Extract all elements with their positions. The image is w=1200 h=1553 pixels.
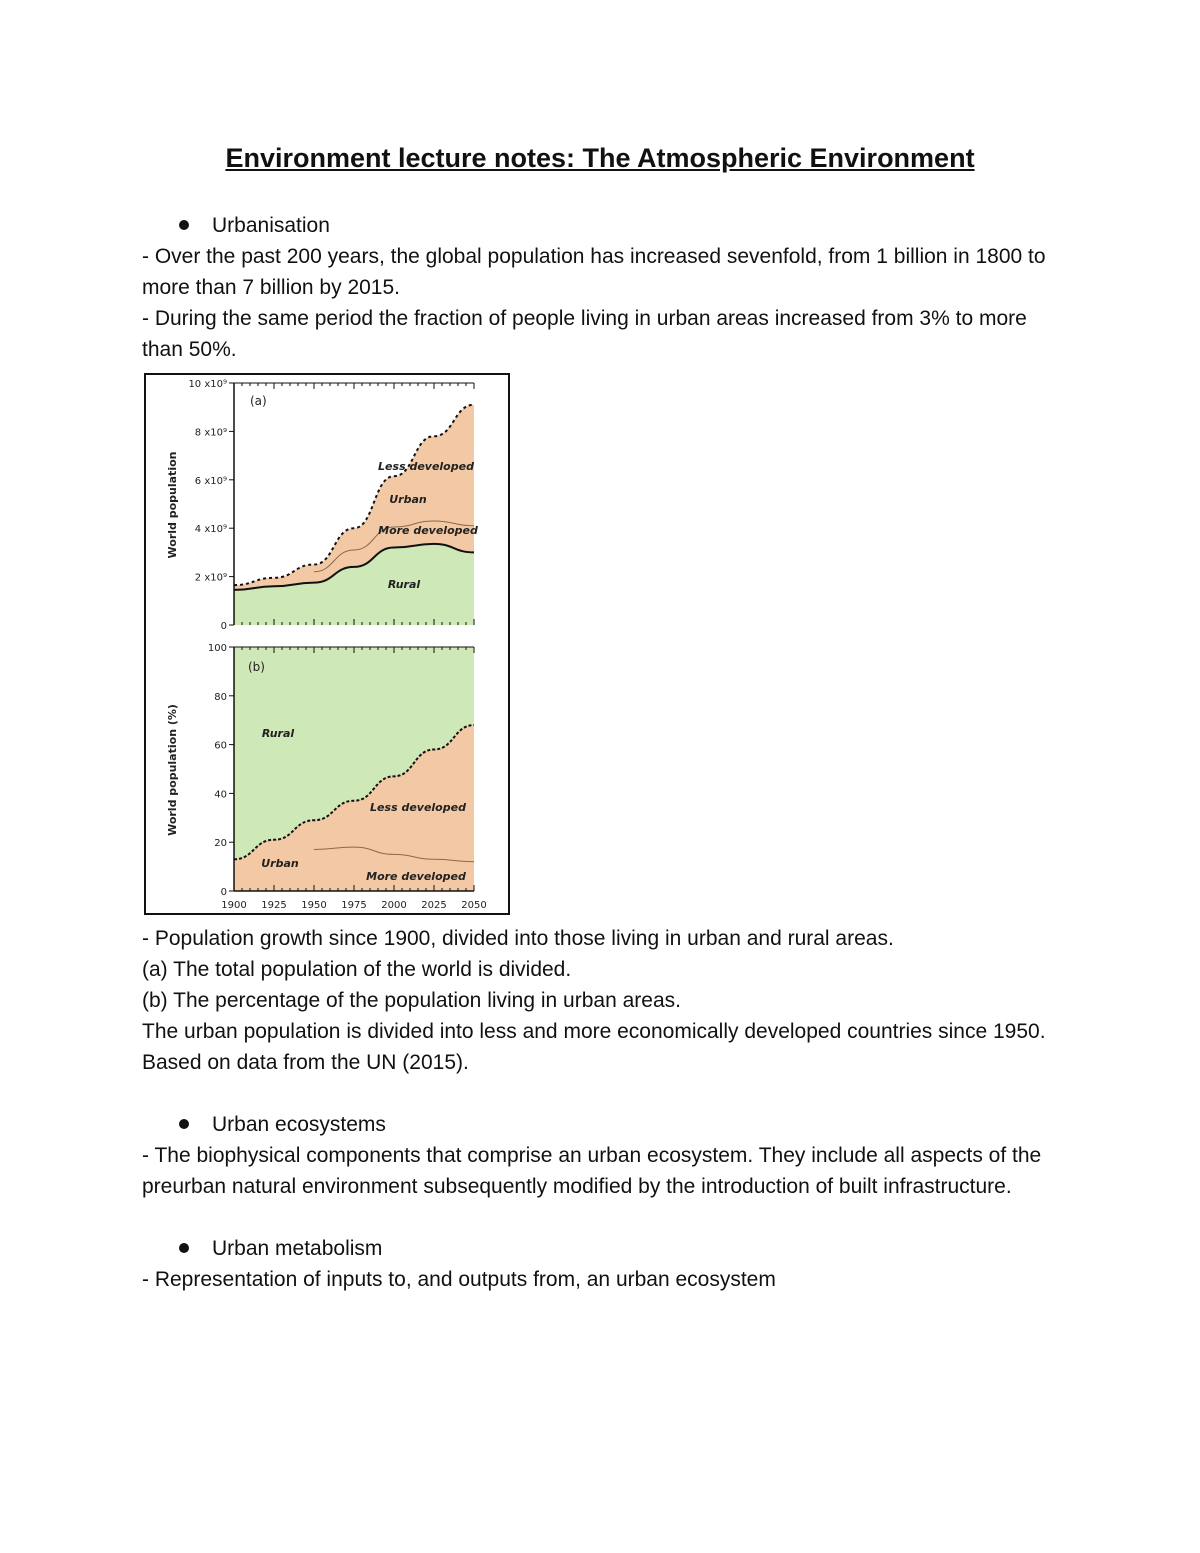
population-figure [144, 373, 510, 915]
panel-a-ytick-label: 4 x10⁹ [194, 524, 227, 536]
panel-b-xtick-label: 1950 [301, 900, 327, 911]
panel-b-ytick-label: 80 [214, 691, 227, 703]
panel-a-ytick-label: 0 [220, 621, 227, 632]
figure-caption-line-2: (a) The total population of the world is divided. [142, 958, 572, 981]
panel-a-ytick-label: 8 x10⁹ [194, 427, 227, 439]
panel-b-xtick-label: 1900 [221, 900, 247, 911]
bullet-urban-ecosystems: Urban ecosystems [142, 1109, 1062, 1140]
bullet-urban-metabolism: Urban metabolism [142, 1233, 1062, 1264]
panel-b-xtick-label: 2025 [421, 900, 447, 911]
figure-caption-line-1: - Population growth since 1900, divided into those living in urban and rural areas. [142, 927, 894, 950]
bullet-urbanisation: Urbanisation [142, 210, 1062, 241]
figure-caption-line-4: The urban population is divided into less and more economically developed countries since 1950. [142, 1020, 1046, 1043]
figure-caption-line-3: (b) The percentage of the population living in urban areas. [142, 989, 681, 1012]
panel-b-ytick-label: 100 [207, 643, 227, 654]
panel-b-ytick-label: 40 [214, 789, 227, 801]
panel-b-label-urban: Urban [261, 857, 299, 870]
panel-b-ylabel: World population (%) [166, 704, 179, 836]
panel-b-label: (b) [248, 660, 265, 674]
panel-b-label-rural: Rural [261, 727, 295, 740]
population-chart [146, 375, 508, 913]
paragraph-urban-ecosystems: - The biophysical components that comprise an urban ecosystem. They include all aspects of the preurban natural environment subsequently modified by the introduction of built infrastructure. [142, 1144, 1042, 1198]
panel-a-ylabel: World population [166, 451, 179, 559]
panel-a-label: (a) [250, 394, 267, 408]
panel-b-xtick-label: 2050 [461, 900, 487, 911]
panel-b-label-more-developed: More developed [366, 870, 466, 883]
panel-b-ytick-label: 20 [214, 838, 227, 850]
panel-a-label-rural: Rural [387, 578, 421, 591]
panel-b-ytick-label: 0 [220, 887, 227, 898]
page-title: Environment lecture notes: The Atmospheric Environment [225, 143, 975, 173]
panel-a-label-urban: Urban [389, 493, 427, 506]
figure-caption-line-5: Based on data from the UN (2015). [142, 1051, 469, 1074]
panel-a-ytick-label: 10 x10⁹ [188, 379, 227, 390]
panel-b-ytick-label: 60 [214, 740, 227, 752]
paragraph-urban-metabolism: - Representation of inputs to, and outputs from, an urban ecosystem [142, 1268, 776, 1291]
panel-a-ytick-label: 2 x10⁹ [194, 572, 227, 584]
panel-a-label-less-developed: Less developed [378, 460, 474, 473]
paragraph-urban-fraction: - During the same period the fraction of people living in urban areas increased from 3% to more than 50%. [142, 307, 1027, 361]
paragraph-population: - Over the past 200 years, the global population has increased sevenfold, from 1 billion in 1800 to more than 7 billion by 2015. [142, 245, 1046, 299]
panel-b-xtick-label: 2000 [381, 900, 407, 911]
panel-b-xtick-label: 1925 [261, 900, 287, 911]
panel-b-label-less-developed: Less developed [370, 801, 466, 814]
document-body [142, 210, 1062, 1295]
panel-b-xtick-label: 1975 [341, 900, 367, 911]
panel-a-ytick-label: 6 x10⁹ [194, 475, 227, 487]
panel-a-label-more-developed: More developed [378, 524, 478, 537]
